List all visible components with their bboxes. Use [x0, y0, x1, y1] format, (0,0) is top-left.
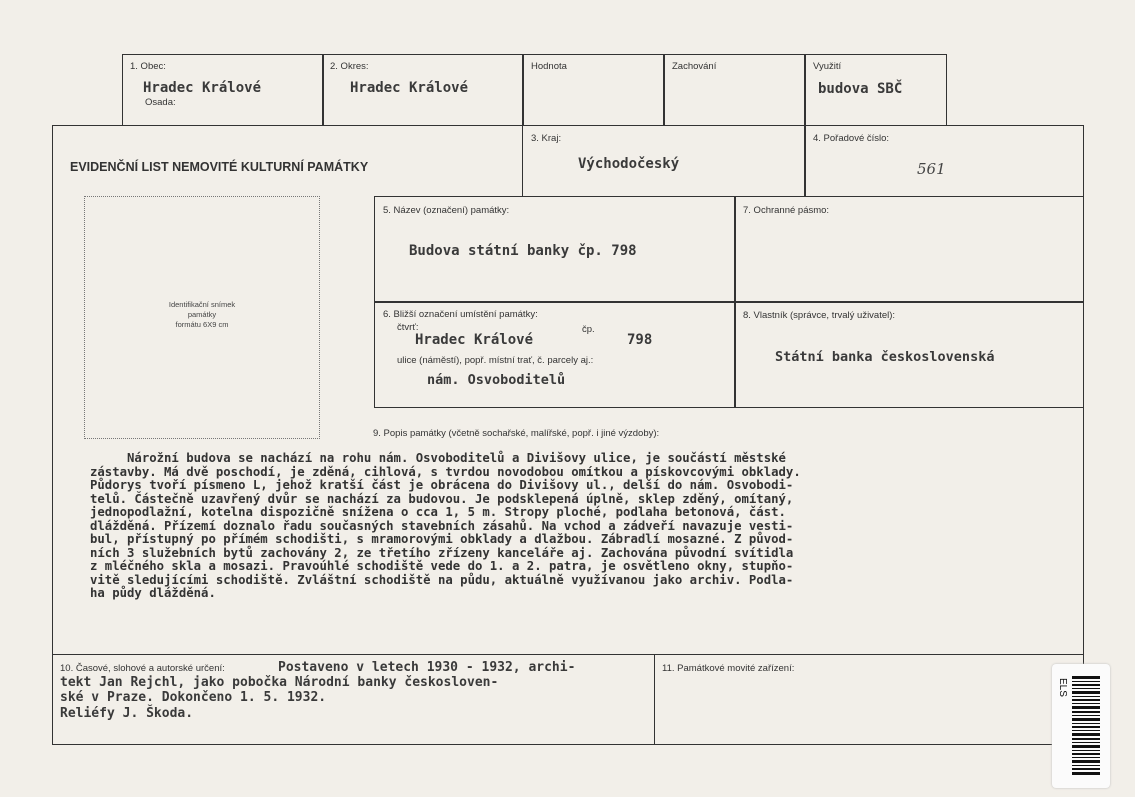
barcode-icon: [1072, 676, 1100, 776]
okres-value: Hradec Králové: [350, 80, 469, 96]
casove-label: 10. Časové, slohové a autorské určení:: [60, 663, 225, 674]
bottom-column-divider: [654, 654, 655, 744]
popis-text: Nárožní budova se nachází na rohu nám. Osvoboditelů a Divišovy ulice, je součástí městské zástavby. Má dvě poschodí, je zděná, cihlová, s tvrdou novodobou omítkou a pískovcovými obklady. Půdorys tvoří písmeno L, jehož kratší část je obrácena do Divišovy ul., delší do nám. Osvobodi- telů. Částečně uzavřený dvůr se nachází za budovou. Je podsklepená úplně, sklep zděný, omítaný, jednopodlažní, kotelna dispozičně snížena o cca 1, 5 m. Stropy ploché, podlaha betonová, část. dlážděná. Přízemí doznalo řadu současných stavebních zásahů. Na vchod a zádveří navazuje vesti- bul, přístupný po přímém schodišti, s mramorovými obklady a dlažbou. Zábradlí mosazné. Z původ- ních 3 služebních bytů zachovány 2, ze třetího zřízeny kanceláře aj. Zachována původní svítidla z mléčného skla a mosazi. Pravoúhlé schodiště vede do 1. a 2. patra, je osvětleno okny, stupňo- vitě sledujícími schodiště. Zvláštní schodiště na půdu, aktuálně využívanou jako archiv. Podla- ha půdy dlážděná.: [90, 451, 801, 600]
vyuziti-cell: [804, 54, 947, 126]
photo-line-1: Identifikační snímek: [168, 300, 236, 309]
vyuziti-label: Využití: [813, 61, 842, 72]
hodnota-label: Hodnota: [531, 61, 567, 72]
kraj-cell: [522, 125, 806, 197]
nazev-value: Budova státní banky čp. 798: [409, 243, 637, 259]
casove-line-2: tekt Jan Rejchl, jako pobočka Národní banky českosloven-: [60, 675, 499, 690]
casove-line-3: ské v Praze. Dokončeno 1. 5. 1932.: [60, 690, 327, 705]
vlastnik-label: 8. Vlastník (správce, trvalý uživatel):: [743, 310, 896, 321]
pasmo-cell: [734, 196, 1084, 303]
okres-cell: [322, 54, 524, 126]
vlastnik-cell: [734, 301, 1084, 408]
poradove-cell: [804, 125, 1084, 197]
bottom-divider: [52, 654, 1084, 655]
sticker-text: ELS: [1057, 678, 1068, 697]
poradove-label: 4. Pořadové číslo:: [813, 133, 890, 144]
nazev-cell: [374, 196, 736, 303]
obec-label: 1. Obec:: [130, 61, 166, 72]
casove-line-4: Reliéfy J. Škoda.: [60, 706, 194, 721]
ctvrt-value: Hradec Králové: [415, 332, 534, 348]
cp-label: čp.: [582, 324, 595, 335]
zachovani-label: Zachování: [672, 61, 717, 72]
vlastnik-value: Státní banka československá: [775, 349, 995, 365]
movite-label: 11. Památkové movité zařízení:: [662, 663, 795, 674]
photo-line-3: formátu 6X9 cm: [175, 320, 229, 329]
obec-value: Hradec Králové: [143, 80, 262, 96]
umisteni-cell: [374, 301, 736, 408]
ctvrt-label: čtvrť:: [397, 322, 419, 333]
cp-value: 798: [627, 332, 653, 348]
hodnota-cell: [522, 54, 665, 126]
obec-cell: [122, 54, 324, 126]
photo-caption: [85, 300, 319, 330]
nazev-label: 5. Název (označení) památky:: [383, 205, 510, 216]
photo-line-2: památky: [187, 310, 217, 319]
okres-label: 2. Okres:: [330, 61, 369, 72]
pasmo-label: 7. Ochranné pásmo:: [743, 205, 830, 216]
form-title: EVIDENČNÍ LIST NEMOVITÉ KULTURNÍ PAMÁTKY: [70, 160, 369, 174]
ulice-value: nám. Osvoboditelů: [427, 372, 566, 388]
zachovani-cell: [663, 54, 806, 126]
kraj-label: 3. Kraj:: [531, 133, 562, 144]
casove-line-1: Postaveno v letech 1930 - 1932, archi-: [278, 660, 576, 675]
photo-placeholder: [84, 196, 320, 439]
osada-label: Osada:: [145, 97, 176, 108]
umisteni-label: 6. Bližší označení umístění památky:: [383, 309, 538, 320]
vyuziti-value: budova SBČ: [818, 81, 903, 97]
kraj-value: Východočeský: [578, 156, 680, 172]
barcode-sticker: [1052, 664, 1110, 788]
poradove-value: 561: [917, 160, 946, 178]
ulice-label: ulice (náměstí), popř. místní trať, č. parcely aj.:: [397, 355, 594, 366]
popis-label: 9. Popis památky (včetně sochařské, malířské, popř. i jiné výzdoby):: [373, 428, 660, 439]
